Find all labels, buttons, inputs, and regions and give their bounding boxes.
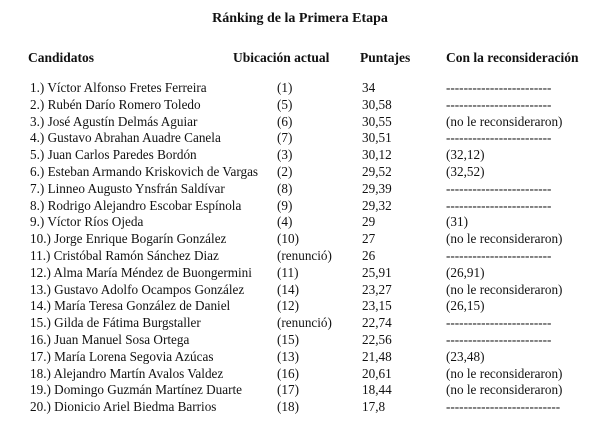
reconsideration: ------------------------: [446, 247, 552, 263]
table-row: [0, 315, 600, 332]
candidate-name: 12.) Alma María Méndez de Buongermini: [30, 264, 252, 280]
reconsideration: ------------------------: [446, 130, 552, 146]
table-row: [0, 181, 600, 198]
ranking-table: [0, 80, 600, 416]
score: 23,15: [362, 298, 392, 314]
candidate-name: 11.) Cristóbal Ramón Sánchez Diaz: [30, 247, 219, 263]
table-row: [0, 366, 600, 383]
reconsideration: (32,52): [446, 163, 485, 179]
column-header-reconsideracion: Con la reconsideración: [446, 50, 579, 65]
candidate-name: 17.) María Lorena Segovia Azúcas: [30, 348, 214, 364]
candidate-name: 13.) Gustavo Adolfo Ocampos González: [30, 281, 245, 297]
candidate-name: 19.) Domingo Guzmán Martínez Duarte: [30, 382, 243, 398]
current-position: (renunció): [277, 247, 332, 263]
current-position: (10): [277, 231, 299, 247]
candidate-name: 5.) Juan Carlos Paredes Bordón: [30, 147, 197, 163]
table-row: [0, 164, 600, 181]
column-header-puntajes: Puntajes: [360, 50, 411, 65]
table-row: [0, 282, 600, 299]
current-position: (8): [277, 180, 293, 196]
score: 27: [362, 231, 376, 247]
reconsideration: (26,15): [446, 298, 485, 314]
score: 21,48: [362, 348, 392, 364]
reconsideration: ------------------------: [446, 180, 552, 196]
candidate-name: 10.) Jorge Enrique Bogarín González: [30, 231, 227, 247]
score: 29,39: [362, 180, 392, 196]
score: 22,74: [362, 315, 392, 331]
score: 20,61: [362, 365, 392, 381]
reconsideration: (no le reconsideraron): [446, 281, 563, 297]
page-title: Ránking de la Primera Etapa: [212, 11, 388, 26]
reconsideration: ------------------------: [446, 315, 552, 331]
reconsideration: ------------------------: [446, 80, 552, 95]
score: 30,55: [362, 113, 392, 129]
reconsideration: ------------------------: [446, 197, 552, 213]
score: 22,56: [362, 331, 392, 347]
reconsideration: (23,48): [446, 348, 485, 364]
reconsideration: ------------------------: [446, 331, 552, 347]
table-row: [0, 332, 600, 349]
reconsideration: (no le reconsideraron): [446, 382, 563, 398]
table-row: [0, 130, 600, 147]
current-position: (15): [277, 331, 299, 347]
current-position: (9): [277, 197, 293, 213]
score: 30,58: [362, 96, 392, 112]
reconsideration: (no le reconsideraron): [446, 231, 563, 247]
reconsideration: (no le reconsideraron): [446, 365, 563, 381]
candidate-name: 20.) Dionicio Ariel Biedma Barrios: [30, 399, 217, 415]
current-position: (17): [277, 382, 299, 398]
current-position: (renunció): [277, 315, 332, 331]
table-row: [0, 114, 600, 131]
current-position: (13): [277, 348, 299, 364]
current-position: (2): [277, 163, 293, 179]
current-position: (4): [277, 214, 293, 230]
table-row: [0, 231, 600, 248]
score: 29: [362, 214, 376, 230]
current-position: (18): [277, 399, 299, 415]
current-position: (14): [277, 281, 299, 297]
score: 26: [362, 247, 376, 263]
table-row: [0, 248, 600, 265]
score: 29,52: [362, 163, 392, 179]
current-position: (6): [277, 113, 293, 129]
score: 17,8: [362, 399, 386, 415]
current-position: (1): [277, 80, 293, 95]
reconsideration: (no le reconsideraron): [446, 113, 563, 129]
current-position: (11): [277, 264, 299, 280]
current-position: (16): [277, 365, 299, 381]
score: 23,27: [362, 281, 392, 297]
table-row: [0, 80, 600, 97]
score: 29,32: [362, 197, 392, 213]
candidate-name: 4.) Gustavo Abrahan Auadre Canela: [30, 130, 221, 146]
candidate-name: 18.) Alejandro Martín Avalos Valdez: [30, 365, 224, 381]
candidate-name: 16.) Juan Manuel Sosa Ortega: [30, 331, 190, 347]
table-row: [0, 265, 600, 282]
candidate-name: 15.) Gilda de Fátima Burgstaller: [30, 315, 201, 331]
candidate-name: 1.) Víctor Alfonso Fretes Ferreira: [30, 80, 207, 95]
reconsideration: (26,91): [446, 264, 485, 280]
table-row: [0, 147, 600, 164]
candidate-name: 3.) José Agustín Delmás Aguiar: [30, 113, 198, 129]
candidate-name: 7.) Linneo Augusto Ynsfrán Saldívar: [30, 180, 225, 196]
current-position: (5): [277, 96, 293, 112]
score: 30,12: [362, 147, 392, 163]
current-position: (3): [277, 147, 293, 163]
score: 18,44: [362, 382, 392, 398]
candidate-name: 9.) Víctor Ríos Ojeda: [30, 214, 144, 230]
reconsideration: (31): [446, 214, 468, 230]
column-header-candidatos: Candidatos: [28, 50, 95, 65]
table-row: [0, 399, 600, 416]
candidate-name: 14.) María Teresa González de Daniel: [30, 298, 231, 314]
current-position: (7): [277, 130, 293, 146]
table-row: [0, 214, 600, 231]
current-position: (12): [277, 298, 299, 314]
column-header-ubicacion: Ubicación actual: [233, 50, 330, 65]
score: 30,51: [362, 130, 392, 146]
candidate-name: 6.) Esteban Armando Kriskovich de Vargas: [30, 163, 259, 179]
reconsideration: --------------------------: [446, 399, 561, 415]
table-row: [0, 298, 600, 315]
candidate-name: 2.) Rubén Darío Romero Toledo: [30, 96, 201, 112]
table-row: [0, 198, 600, 215]
score: 25,91: [362, 264, 392, 280]
reconsideration: ------------------------: [446, 96, 552, 112]
reconsideration: (32,12): [446, 147, 485, 163]
table-row: [0, 349, 600, 366]
table-row: [0, 382, 600, 399]
candidate-name: 8.) Rodrigo Alejandro Escobar Espínola: [30, 197, 242, 213]
table-row: [0, 97, 600, 114]
score: 34: [362, 80, 376, 95]
